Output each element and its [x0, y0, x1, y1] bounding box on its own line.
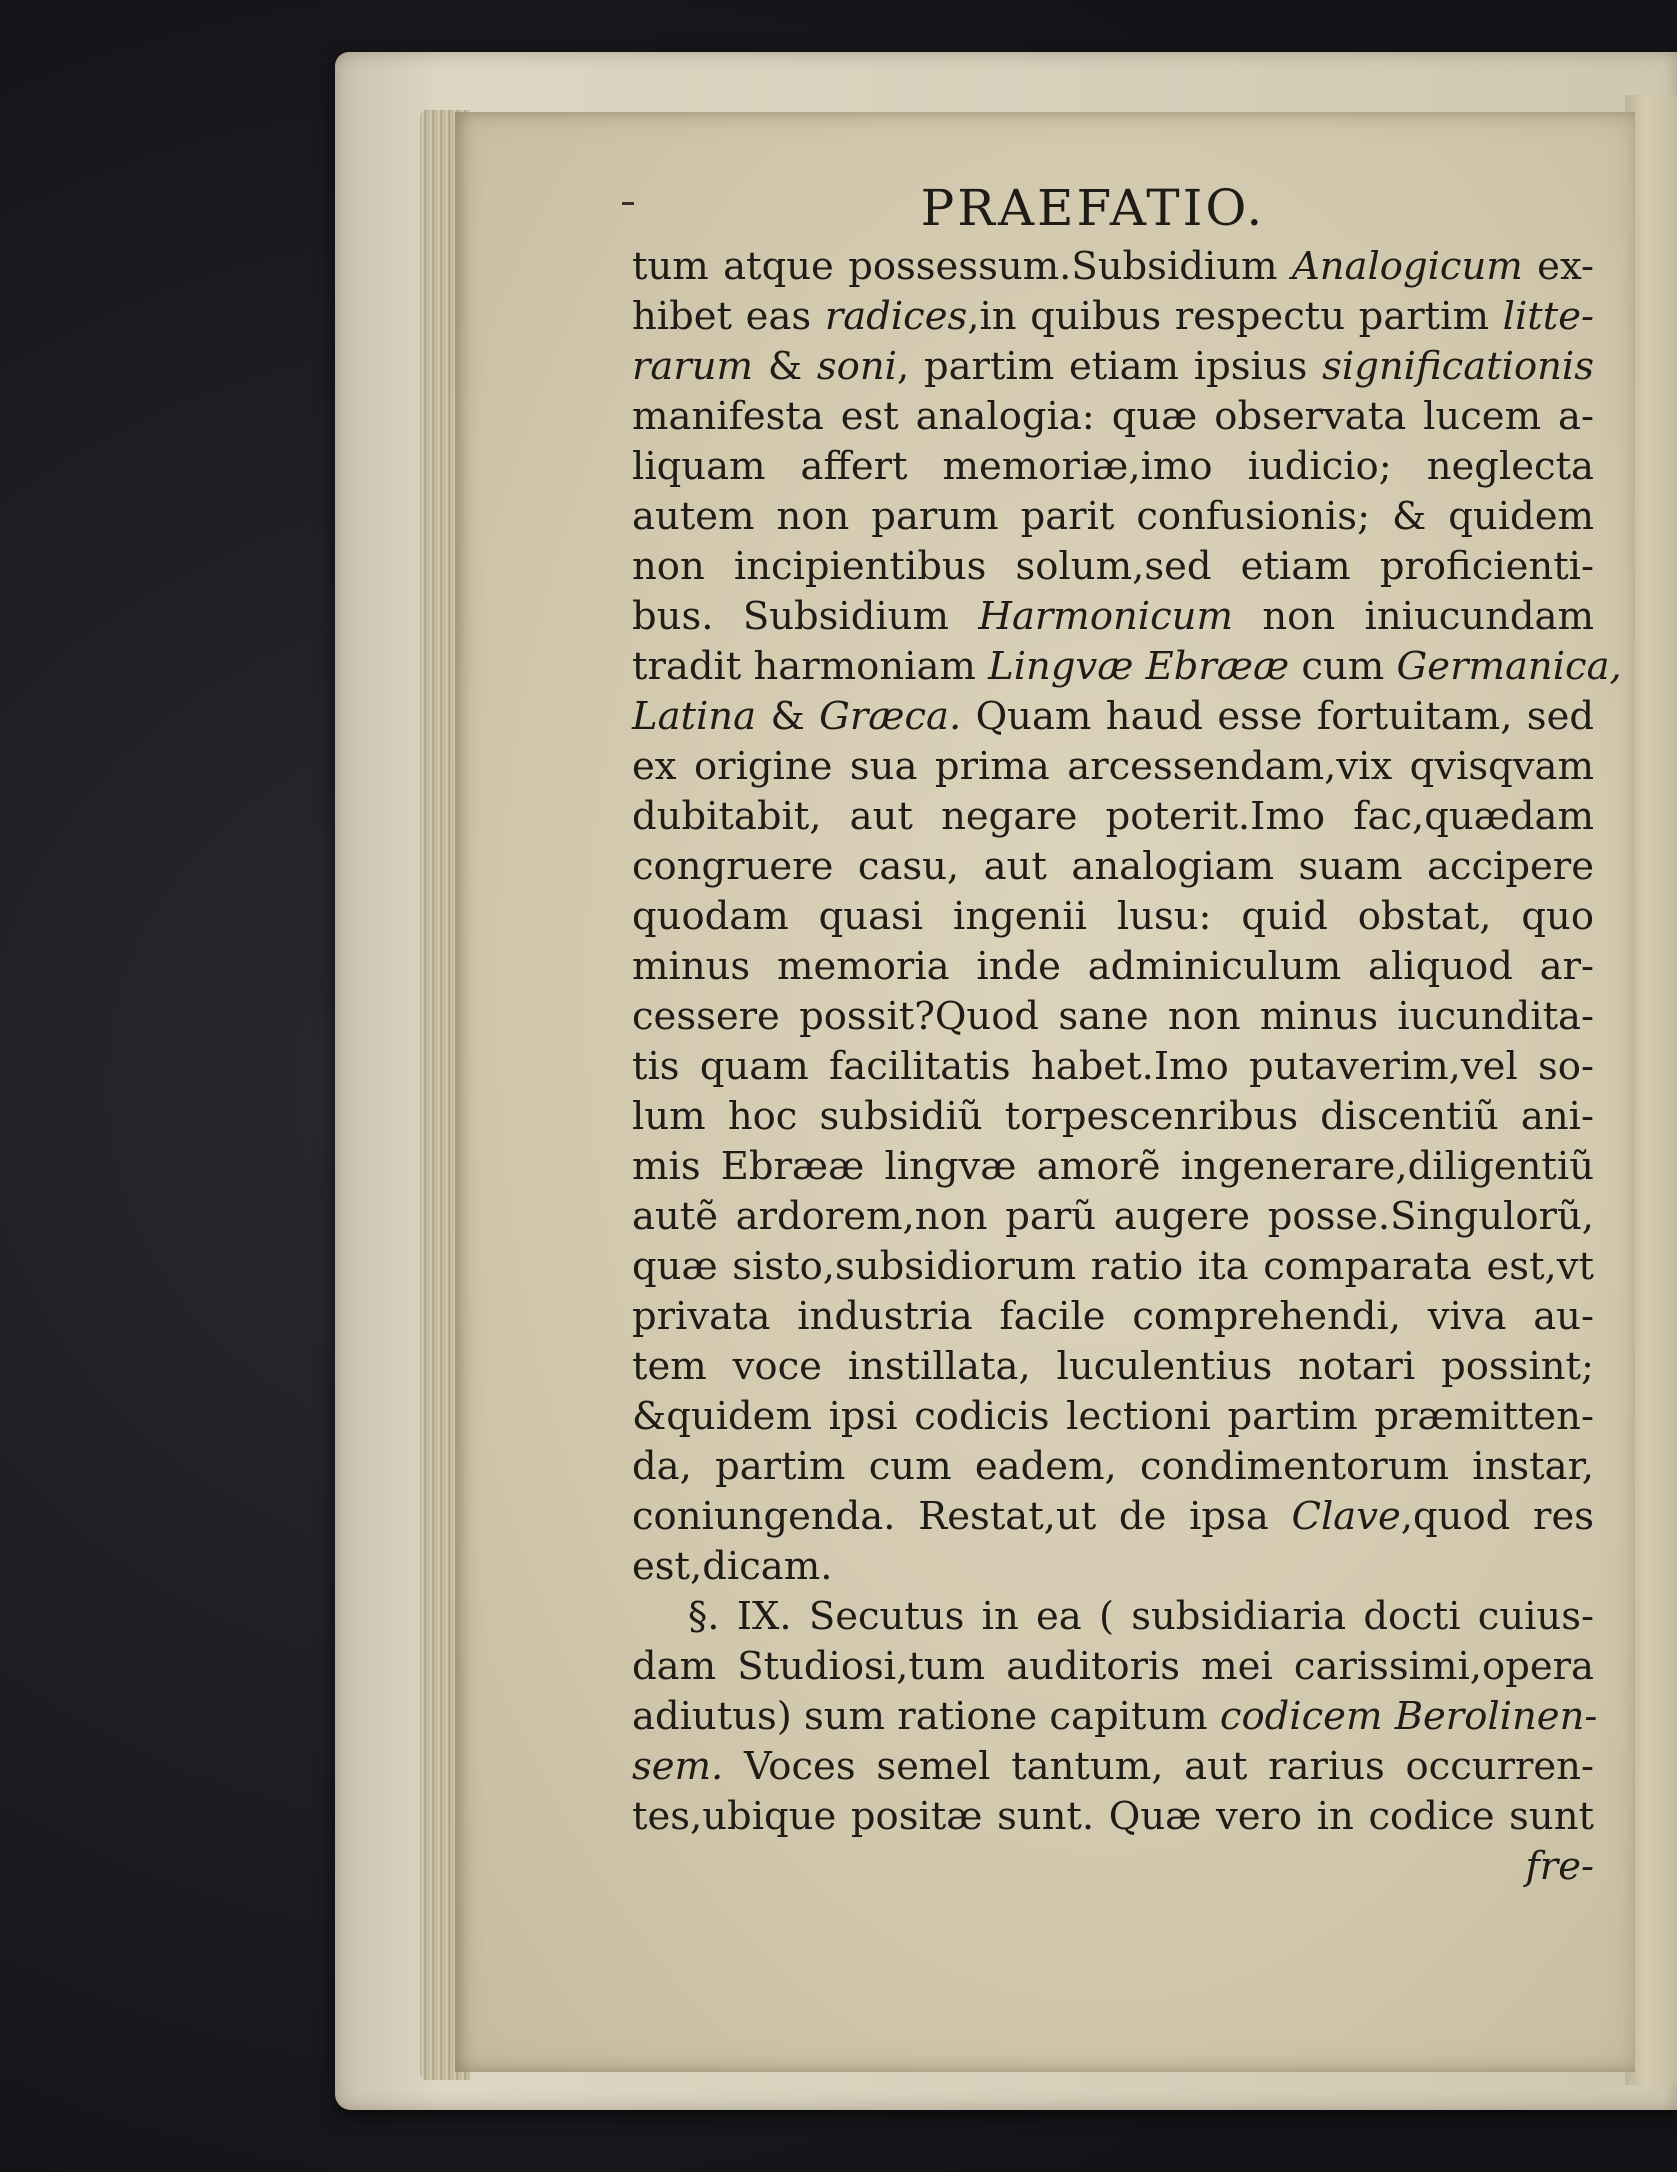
line-text: tes,ubique positæ sunt. Quæ vero in codice sunt	[632, 1794, 1594, 1839]
line-text: est,dicam.	[632, 1544, 833, 1589]
line-text: , partim etiam ipsius	[896, 344, 1323, 389]
line-text: minus memoria inde adminiculum aliquod ar-	[632, 944, 1594, 989]
line-text: tum atque possessum.Subsidium	[632, 244, 1292, 289]
line-text: quodam quasi ingenii lusu: quid obstat, quo	[632, 894, 1594, 939]
italic-term: fre-	[1525, 1844, 1594, 1889]
text-line	[632, 642, 1622, 692]
italic-term: Latina	[632, 694, 757, 739]
line-text: dubitabit, aut negare poterit.Imo fac,quædam	[632, 794, 1594, 839]
line-text: hibet eas	[632, 294, 825, 339]
text-line	[632, 792, 1594, 842]
text-line	[632, 942, 1594, 992]
text-line	[632, 1842, 1594, 1892]
italic-term: Clave	[1291, 1494, 1401, 1539]
italic-term: Lingvæ Ebrææ	[988, 644, 1290, 689]
text-line	[632, 1342, 1594, 1392]
line-text: ,quod res	[1400, 1494, 1594, 1539]
line-text: tis quam facilitatis habet.Imo putaverim,vel so-	[632, 1044, 1594, 1089]
text-line	[632, 842, 1594, 892]
line-text: cessere possit?Quod sane non minus iucundita-	[632, 994, 1594, 1039]
line-text: §. IX. Secutus in ea ( subsidiaria docti cuius-	[688, 1594, 1594, 1639]
line-text: non incipientibus solum,sed etiam proficienti-	[632, 544, 1594, 589]
italic-term: Germanica,	[1396, 644, 1622, 689]
text-line	[632, 1392, 1594, 1442]
italic-term: Analogicum	[1291, 244, 1523, 289]
line-text: Voces semel tantum, aut rarius occurren-	[723, 1744, 1594, 1789]
line-text: manifesta est analogia: quæ observata lucem a-	[632, 394, 1594, 439]
line-text: coniungenda. Restat,ut de ipsa	[632, 1494, 1292, 1539]
text-line	[632, 1292, 1594, 1342]
italic-term: Harmonicum	[978, 594, 1233, 639]
line-text: &	[753, 344, 817, 389]
text-line	[632, 1692, 1598, 1742]
line-text: congruere casu, aut analogiam suam accipere	[632, 844, 1594, 889]
page-text	[632, 178, 1622, 1892]
italic-term: sem.	[632, 1744, 724, 1789]
text-line	[632, 1592, 1594, 1642]
line-text: tradit harmoniam	[632, 644, 989, 689]
line-text: autem non parum parit confusionis; & quidem	[632, 494, 1594, 539]
text-line	[632, 542, 1594, 592]
italic-term: codicem Berolinen-	[1219, 1694, 1598, 1739]
italic-term: Græca.	[819, 694, 962, 739]
line-text: Quam haud esse fortuitam, sed	[961, 694, 1594, 739]
text-line	[632, 492, 1594, 542]
line-text: adiutus) sum ratione capitum	[632, 1694, 1220, 1739]
text-line	[632, 442, 1594, 492]
line-text: non iniucundam	[1232, 594, 1594, 639]
text-line	[632, 342, 1594, 392]
line-text: ex-	[1522, 244, 1594, 289]
text-line	[632, 1542, 1594, 1592]
line-text: quæ sisto,subsidiorum ratio ita comparata est,vt	[632, 1244, 1594, 1289]
text-line	[632, 392, 1594, 442]
line-text: mis Ebrææ lingvæ amorẽ ingenerare,diligentiũ	[632, 1144, 1594, 1189]
text-line	[632, 1192, 1594, 1242]
italic-term: significationis	[1322, 344, 1594, 389]
text-lines	[632, 242, 1622, 1892]
text-line	[632, 992, 1594, 1042]
text-line	[632, 1092, 1594, 1142]
text-line	[632, 692, 1594, 742]
text-line	[632, 1242, 1594, 1292]
italic-term: rarum	[632, 344, 754, 389]
line-text: bus. Subsidium	[632, 594, 979, 639]
text-line	[632, 292, 1594, 342]
line-text: ,in quibus respectu partim	[967, 294, 1503, 339]
line-text: &	[756, 694, 820, 739]
text-line	[632, 1442, 1594, 1492]
text-line	[632, 1042, 1594, 1092]
line-text: &quidem ipsi codicis lectioni partim præmitten-	[632, 1394, 1594, 1439]
page-header: PRAEFATIO.	[920, 179, 1266, 237]
text-line	[632, 1742, 1594, 1792]
line-text: lum hoc subsidiũ torpescenribus discentiũ ani-	[632, 1094, 1594, 1139]
text-line	[632, 892, 1594, 942]
line-text: da, partim cum eadem, condimentorum instar,	[632, 1444, 1594, 1489]
italic-term: radices	[824, 294, 968, 339]
line-text: tem voce instillata, luculentius notari possint;	[632, 1344, 1594, 1389]
italic-term: litte-	[1502, 294, 1594, 339]
text-line	[632, 1492, 1594, 1542]
text-line	[632, 1792, 1594, 1842]
text-line	[632, 242, 1594, 292]
line-text: privata industria facile comprehendi, viva au-	[632, 1294, 1594, 1339]
text-line	[632, 592, 1594, 642]
text-line	[632, 1642, 1594, 1692]
line-text: dam Studiosi,tum auditoris mei carissimi,opera	[632, 1644, 1594, 1689]
line-text: cum	[1289, 644, 1397, 689]
text-line	[632, 1142, 1594, 1192]
text-line	[632, 742, 1594, 792]
italic-term: soni	[816, 344, 897, 389]
line-text: ex origine sua prima arcessendam,vix qvisqvam	[632, 744, 1594, 789]
line-text: autẽ ardorem,non parũ augere posse.Singulorũ,	[632, 1194, 1594, 1239]
line-text: liquam affert memoriæ,imo iudicio; neglecta	[632, 444, 1594, 489]
